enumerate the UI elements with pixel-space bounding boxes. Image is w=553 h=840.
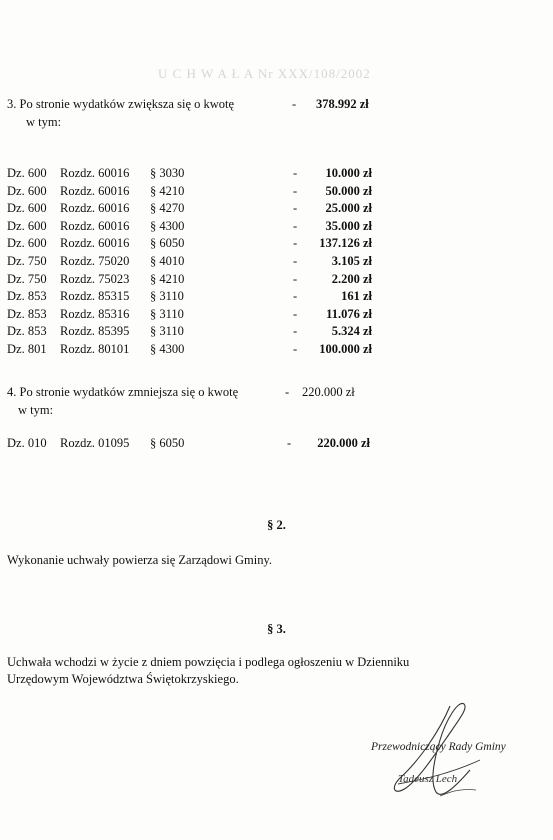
expense-increase-row-amount: 161 zł xyxy=(341,289,372,304)
expense-increase-row-dash: - xyxy=(293,271,298,286)
expense-increase-row-rozdz: Rozdz. 60016 xyxy=(60,201,130,216)
section4-title: 4. Po stronie wydatków zmniejsza się o kwotę xyxy=(7,385,239,399)
expense-increase-row-dash: - xyxy=(293,254,298,268)
section3-total: 378.992 zł xyxy=(316,97,369,111)
expense-increase-row-rozdz: Rozdz. 60016 xyxy=(60,183,130,198)
section3-title: 3. Po stronie wydatków zwiększa się o kwotę xyxy=(7,97,235,111)
expense-increase-row-rozdz: Rozdz. 60016 xyxy=(60,166,130,180)
expense-increase-row-dz: Dz. 750 xyxy=(7,271,47,286)
paragraph2-heading: § 2. xyxy=(267,518,286,532)
expense-increase-row-paragraph: § 3110 xyxy=(150,324,184,339)
expense-increase-row-dz: Dz. 600 xyxy=(7,183,47,198)
expense-increase-row-rozdz: Rozdz. 85315 xyxy=(60,289,130,304)
expense-increase-row-dz: Dz. 801 xyxy=(7,342,47,356)
handwritten-signature-icon xyxy=(380,700,500,810)
expense-increase-row-paragraph: § 3030 xyxy=(150,166,185,180)
expense-increase-row-rozdz: Rozdz. 85395 xyxy=(60,324,130,339)
paragraph3-line1: Uchwała wchodzi w życie z dniem powzięcia i podlega ogłoszeniu w Dzienniku xyxy=(7,655,410,669)
expense-increase-row-dz: Dz. 750 xyxy=(7,254,47,268)
expense-increase-row-paragraph: § 4300 xyxy=(150,218,185,233)
signature-role: Przewodniczący Rady Gminy xyxy=(371,741,506,753)
expense-increase-row-amount: 10.000 zł xyxy=(325,166,372,180)
expense-increase-row-dash: - xyxy=(293,218,298,233)
expense-increase-row-dz: Dz. 600 xyxy=(7,201,47,216)
expense-increase-row-dash: - xyxy=(293,183,298,198)
expense-increase-row-paragraph: § 6050 xyxy=(150,236,185,251)
expense-increase-row-rozdz: Rozdz. 60016 xyxy=(60,236,130,251)
expense-increase-row-amount: 137.126 zł xyxy=(319,236,372,251)
expense-increase-row-paragraph: § 4210 xyxy=(150,271,185,286)
expense-increase-row-dash: - xyxy=(293,324,298,339)
expense-increase-row-dz: Dz. 600 xyxy=(7,218,47,233)
section4-dash: - xyxy=(285,385,290,399)
section4-sub: w tym: xyxy=(18,403,54,417)
paragraph3-line2: Urzędowym Województwa Świętokrzyskiego. xyxy=(7,672,239,686)
expense-increase-row-amount: 35.000 zł xyxy=(325,218,372,233)
expense-increase-row-dash: - xyxy=(293,289,298,304)
signature-name: Tadeusz Lech xyxy=(398,773,458,785)
expense-increase-row-amount: 11.076 zł xyxy=(326,306,372,321)
section3-sub: w tym: xyxy=(26,115,62,129)
expense-increase-row-amount: 25.000 zł xyxy=(325,201,372,216)
expense-increase-row-amount: 2.200 zł xyxy=(331,271,372,286)
expense-increase-row-rozdz: Rozdz. 85316 xyxy=(60,306,130,321)
expense-decrease-row-dz: Dz. 010 xyxy=(7,436,47,450)
expense-increase-row-amount: 5.324 zł xyxy=(331,324,372,339)
expense-decrease-row-amount: 220.000 zł xyxy=(317,436,370,450)
expense-increase-row-amount: 100.000 zł xyxy=(319,342,372,356)
expense-increase-row-dash: - xyxy=(293,342,298,356)
expense-increase-row-dash: - xyxy=(293,236,298,251)
expense-increase-row-paragraph: § 4010 xyxy=(150,254,185,268)
expense-increase-row-rozdz: Rozdz. 80101 xyxy=(60,342,130,356)
expense-increase-row-rozdz: Rozdz. 60016 xyxy=(60,218,130,233)
paragraph2-text: Wykonanie uchwały powierza się Zarządowi Gminy. xyxy=(7,553,273,567)
expense-increase-row-rozdz: Rozdz. 75020 xyxy=(60,254,130,268)
expense-increase-row-dz: Dz. 853 xyxy=(7,306,47,321)
expense-increase-row-dash: - xyxy=(293,306,298,321)
expense-increase-row-paragraph: § 4300 xyxy=(150,342,185,356)
expense-increase-row-paragraph: § 4270 xyxy=(150,201,185,216)
expense-decrease-row-rozdz: Rozdz. 01095 xyxy=(60,436,130,450)
expense-decrease-row-dash: - xyxy=(287,436,292,450)
expense-increase-row-rozdz: Rozdz. 75023 xyxy=(60,271,130,286)
expense-increase-row-dz: Dz. 853 xyxy=(7,324,47,339)
expense-increase-row-amount: 50.000 zł xyxy=(325,183,372,198)
expense-increase-row-paragraph: § 3110 xyxy=(150,306,184,321)
bleed-through-header: U C H W A Ł A Nr XXX/108/2002 xyxy=(158,66,371,81)
expense-increase-row-amount: 3.105 zł xyxy=(331,254,372,268)
expense-increase-row-paragraph: § 4210 xyxy=(150,183,185,198)
expense-decrease-row-paragraph: § 6050 xyxy=(150,436,185,450)
expense-increase-row-dz: Dz. 600 xyxy=(7,166,47,180)
section3-dash: - xyxy=(292,97,297,111)
expense-increase-row-paragraph: § 3110 xyxy=(150,289,184,304)
expense-increase-row-dash: - xyxy=(293,166,298,180)
section4-total: 220.000 zł xyxy=(302,385,355,399)
expense-increase-row-dz: Dz. 853 xyxy=(7,289,47,304)
paragraph3-heading: § 3. xyxy=(267,622,286,636)
expense-increase-row-dz: Dz. 600 xyxy=(7,236,47,251)
expense-increase-row-dash: - xyxy=(293,201,298,216)
